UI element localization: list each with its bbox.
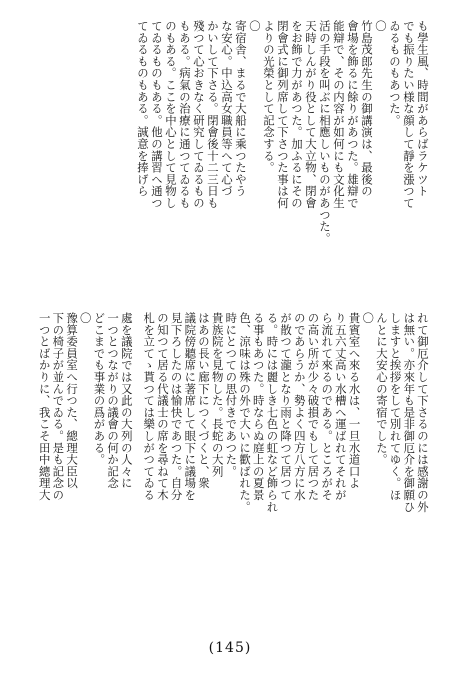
text-line: 色、涼味は殊の外で大いに歡ばれた。 xyxy=(238,312,253,513)
text-line: ら流れて來るのである。ところがそ xyxy=(320,312,335,501)
text-line: てゐるものもある。他の講習へ通つ xyxy=(150,20,164,209)
text-line: もある。病氣の治療に通つてゐるも xyxy=(178,20,192,209)
text-line: り五六丈高い水槽へ運ばれてそれが xyxy=(334,312,348,501)
text-line: どこまでも事業の爲がある。 xyxy=(92,312,107,466)
text-line: よりの光榮として記念する。 xyxy=(262,20,276,174)
text-line: 寄宿舎、まるで大船に乘つたやう xyxy=(234,20,248,197)
text-line: 閉會式に御列席して下さつた事は何 xyxy=(276,20,290,209)
text-line: 豫算委員室へ行つた、總理大臣以 xyxy=(65,312,80,489)
section-marker: 〇 xyxy=(248,20,262,32)
text-line: しますと挨拶をして別れてゆく。ほ xyxy=(388,312,403,501)
column-gap xyxy=(134,312,143,634)
text-line: 處を議院では又此の大列の人々に xyxy=(120,312,134,489)
text-line: が散つて瀧となり雨と降つて居つて xyxy=(279,312,294,501)
text-line: 活の手段を叫ぶに相應しいものがあつた。 xyxy=(318,20,332,245)
text-line: 貴族院を見物した。長蛇の大列 xyxy=(211,312,225,478)
text-line: かいして下さる。閉會後十二三日も xyxy=(206,20,220,209)
text-line: 一つとばかりに、我こそ田中總理大 xyxy=(37,312,52,501)
section-marker: 〇 xyxy=(374,20,388,32)
text-line: をお飾で力があつた。加ふるにその xyxy=(290,20,304,209)
text-line: のもある。ここを中心として見物し xyxy=(164,20,178,209)
text-line: はあの長い廊下につくづくと、衆 xyxy=(197,312,211,489)
text-line: 札を立てゝ貰つては樂しがつてゐる xyxy=(142,312,157,501)
text-line: 天時しんがり役として大立物、閉會 xyxy=(304,20,318,209)
text-line: る。時には麗しき七色の虹など飾られ xyxy=(265,312,280,513)
section-marker: 〇 xyxy=(79,312,93,324)
text-line: 貴賓室へ來る水は、一旦水道口よ xyxy=(347,312,362,489)
text-line: 殘つて心おきなく研究してゐるもの xyxy=(192,20,206,209)
top-text-section xyxy=(38,20,430,312)
section-marker: 〇 xyxy=(361,312,376,324)
text-line: でも振りたい様な顔して靜を漲つて xyxy=(402,20,416,209)
text-line: 議院傍聽席に著席して眼下に議場を xyxy=(183,312,198,501)
text-line: ゐるものもあつた。 xyxy=(388,20,402,127)
text-line: も學生風、時間があらばラケツト xyxy=(416,20,430,197)
bottom-text-section xyxy=(38,312,430,634)
text-line: 時にとつての思付きであつた。 xyxy=(224,312,239,478)
text-line: の知つて居る代議士の席を尋ねて木 xyxy=(156,312,170,501)
text-line: の高い所が少々破損でもして居つた xyxy=(306,312,321,501)
text-line: 下の椅子が並んでゐる。是も記念の xyxy=(51,312,66,501)
text-line: 見下ろしたのは愉快であつた。自分 xyxy=(169,312,184,501)
text-line: んとに大安心の寄宿でした。 xyxy=(375,312,389,466)
page-number: (145) xyxy=(208,640,252,656)
text-line: 能辯で、その内容が如何にも文化生 xyxy=(332,20,346,209)
text-line: 一つとつながりの議會の何か記念 xyxy=(106,312,121,489)
text-line: る事もあつた。時ならぬ庭上の夏景 xyxy=(252,312,266,501)
text-line: は無い。亦來年も是非御厄介を御願ひ xyxy=(402,312,417,513)
text-line: 竹島茂郎先生の御講演は、最後の xyxy=(360,20,374,197)
text-line: な安心。中込高女職員等へて心づ xyxy=(220,20,234,197)
text-line: てゐるものもある。誠意を捧げら xyxy=(136,20,150,197)
text-line: れて御厄介して下さるのには感謝の外 xyxy=(416,312,430,513)
text-line: 會場を飾るに餘りがあつた。雄辯で xyxy=(346,20,360,209)
text-line: のであらうか、勢よく四方八方に水 xyxy=(293,312,307,501)
